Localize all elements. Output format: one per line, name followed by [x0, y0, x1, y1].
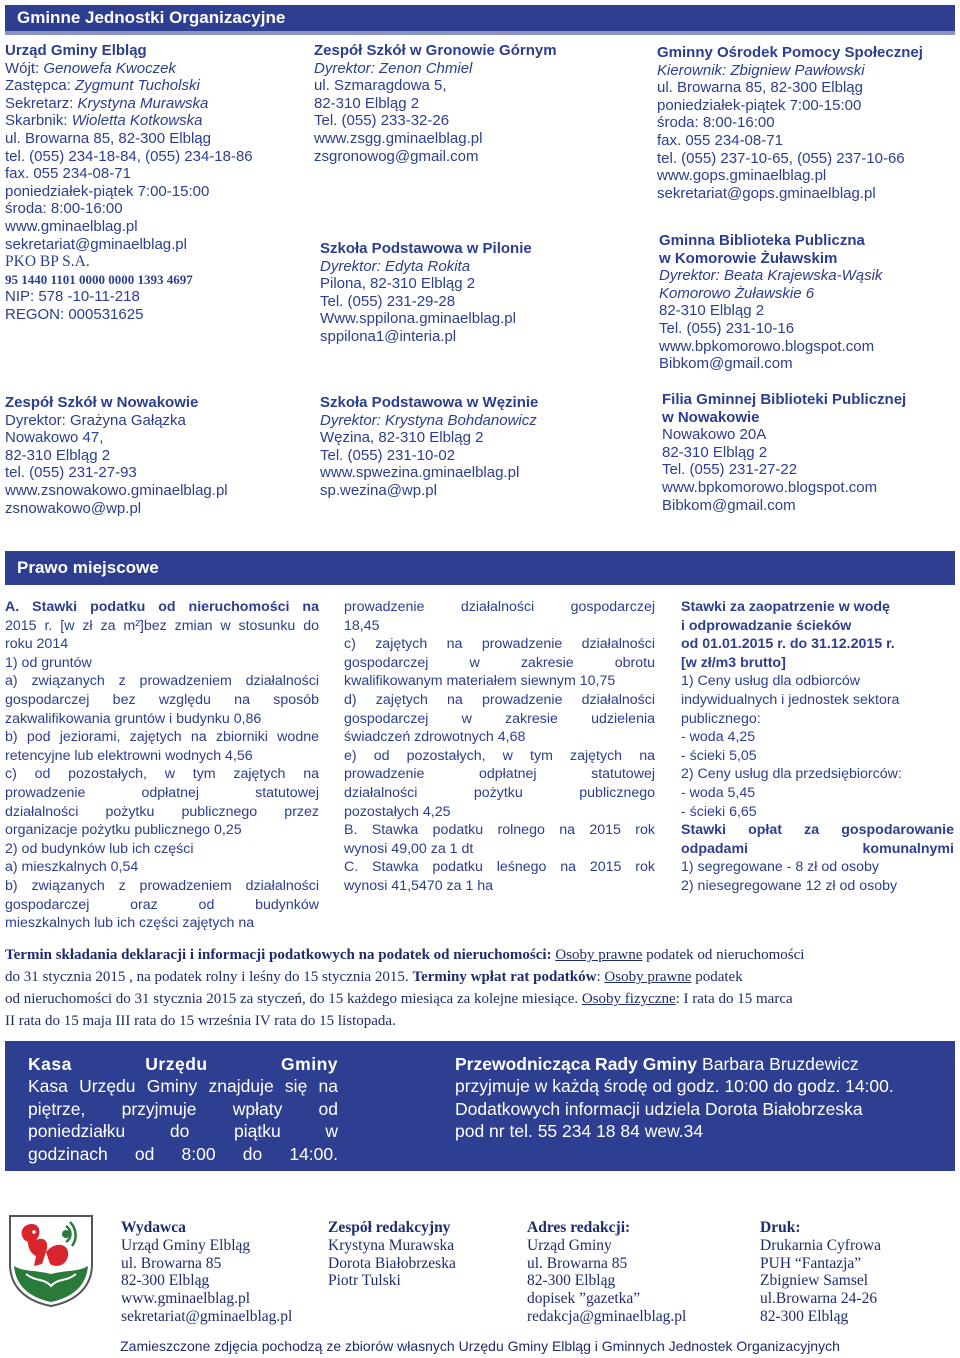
info-box: [5, 1041, 955, 1171]
rate-line: mieszkalnych lub ich części zajętych na: [5, 915, 255, 932]
footer-line: Zbigniew Samsel: [760, 1272, 869, 1290]
footer-druk: [760, 1219, 881, 1326]
urzad-tel: tel. (055) 234-18-84, (055) 234-18-86: [5, 147, 253, 165]
footer-line: 82-300 Elbląg: [760, 1307, 849, 1325]
urzad-email[interactable]: sekretariat@gminaelblag.pl: [5, 235, 187, 253]
rate-line: - woda 5,45: [681, 784, 756, 801]
rate-line: retencyjne lub elektrowni wodnych 4,56: [5, 747, 253, 764]
urzad-address: ul. Browarna 85, 82-300 Elbląg: [5, 129, 211, 147]
rate-line: e) od pozostałych, w tym zajętych na: [344, 747, 655, 764]
rate-line: 2) niesegregowane 12 zł od osoby: [681, 877, 898, 894]
footer-title: Wydawca: [121, 1219, 186, 1236]
footer-zespol: [328, 1219, 456, 1290]
rate-line: b) pod jeziorami, zajętych na zbiorniki wodne: [5, 729, 319, 746]
rate-line: c) od pozostałych, w tym zajętych na: [5, 766, 319, 783]
rate-line: - ścieki 5,05: [681, 747, 757, 764]
rate-line: publicznego:: [681, 710, 761, 727]
footer-wydawca: [121, 1219, 292, 1326]
rate-line: 1) segregowane - 8 zł od osoby: [681, 859, 879, 876]
rate-line: gospodarczej bez względu na sposób: [5, 691, 319, 708]
termin-paragraph: [5, 944, 955, 1032]
gops-email[interactable]: sekretariat@gops.gminaelblag.pl: [657, 184, 876, 202]
rada-line: pod nr tel. 55 234 18 84 wew.34: [455, 1121, 704, 1142]
nowakowo-tel: tel. (055) 231-27-93: [5, 464, 137, 482]
wezina-www[interactable]: www.spwezina.gminaelblag.pl: [320, 464, 520, 482]
kasa-info: [28, 1053, 338, 1165]
rada-title: Przewodnicząca Rady Gminy Barbara Bruzdewicz: [455, 1054, 859, 1074]
urzad-name: Urząd Gminy Elbląg: [5, 42, 147, 59]
nowakowo-block: [5, 394, 228, 517]
rate-line: Stawki opłat za gospodarowanie: [681, 822, 954, 839]
filia-name: Filia Gminnej Biblioteki Publicznej: [662, 391, 907, 408]
footer-line: Piotr Tulski: [328, 1272, 401, 1290]
footer-line: dopisek ”gazetka”: [527, 1290, 641, 1308]
termin-line: Termin składania deklaracji i informacji podatkowych na podatek od nieruchomości: Osoby prawne podatek od nieruchomości: [5, 947, 805, 963]
nowakowo-director: Dyrektor: Grażyna Gałązka: [5, 411, 186, 429]
footer-www[interactable]: www.gminaelblag.pl: [121, 1290, 250, 1308]
rate-line: roku 2014: [5, 636, 69, 653]
biblioteka-name-2: w Komorowie Żuławskim: [659, 249, 838, 267]
gops-www[interactable]: www.gops.gminaelblag.pl: [657, 167, 827, 185]
termin-line: II rata do 15 maja III rata do 15 września IV rata do 15 listopada.: [5, 1013, 396, 1029]
kasa-line: godzinach od 8:00 do 14:00.: [28, 1143, 338, 1164]
filia-city: 82-310 Elbląg 2: [662, 443, 768, 461]
section-banner-jednostki: [5, 5, 955, 35]
rate-line: gospodarczej w zakresie obrotu: [344, 654, 655, 671]
gops-tel: tel. (055) 237-10-65, (055) 237-10-66: [657, 149, 905, 167]
gronowo-name: Zespół Szkół w Gronowie Górnym: [314, 42, 557, 59]
gops-address: ul. Browarna 85, 82-300 Elbląg: [657, 79, 863, 97]
wezina-tel: Tel. (055) 231-10-02: [320, 446, 456, 464]
pilon-address: Pilona, 82-310 Elbląg 2: [320, 275, 476, 293]
nowakowo-www[interactable]: www.zsnowakowo.gminaelblag.pl: [5, 481, 228, 499]
kasa-title: Kasa Urzędu Gminy: [28, 1054, 338, 1074]
rate-line: gospodarczej w zakresie udzielenia: [344, 710, 655, 727]
rate-line: c) zajętych na prowadzenie działalności: [344, 636, 655, 653]
urzad-fax: fax. 055 234-08-71: [5, 165, 131, 183]
termin-line: od nieruchomości do 31 stycznia 2015 za styczeń, do 15 każdego miesiąca za kolejne miesiące. Osoby fizyczne: I rata do 15 marca: [5, 991, 793, 1007]
rate-line: 1) od gruntów: [5, 654, 92, 671]
rada-info: [455, 1053, 935, 1143]
rate-line: C. Stawka podatku leśnego na 2015 rok: [344, 859, 655, 876]
rate-line: B. Stawka podatku rolnego na 2015 rok: [344, 822, 655, 839]
gronowo-email[interactable]: zsgronowog@gmail.com: [314, 147, 479, 165]
pilon-www[interactable]: Www.sppilona.gminaelblag.pl: [320, 310, 516, 328]
rate-line: pozostałych 4,25: [344, 803, 451, 820]
urzad-person-line: Skarbnik: Wioletta Kotkowska: [5, 112, 203, 130]
urzad-person-line: Zastępca: Zygmunt Tucholski: [5, 77, 200, 95]
biblioteka-street: Komorowo Żuławskie 6: [659, 284, 815, 302]
rate-line: organizacje pożytku publicznego 0,25: [5, 822, 242, 839]
biblioteka-director: Dyrektor: Beata Krajewska-Wąsik: [659, 267, 883, 285]
rate-line: 2015 r. [w zł za m²]bez zmian w stosunku do: [5, 617, 319, 634]
kasa-line: piętrze, przyjmuje wpłaty od: [28, 1098, 338, 1119]
nowakowo-name: Zespół Szkół w Nowakowie: [5, 394, 199, 411]
termin-line: do 31 stycznia 2015 , na podatek rolny i leśny do 15 stycznia 2015. Terminy wpłat rat podatków: Osoby prawne podatek: [5, 969, 743, 985]
footer-line: ul.Browarna 24-26: [760, 1290, 878, 1308]
rate-line: kwalifikowanym materiałem siewnym 10,75: [344, 673, 616, 690]
footer-line: Urząd Gminy: [527, 1236, 612, 1254]
urzad-www[interactable]: www.gminaelblag.pl: [5, 217, 138, 235]
gronowo-tel: Tel. (055) 233-32-26: [314, 112, 450, 130]
biblioteka-www[interactable]: www.bpkomorowo.blogspot.com: [659, 337, 875, 355]
rate-line: zakwalifikowania gruntów i budynku 0,86: [5, 710, 262, 727]
rate-line: wynosi 49,00 za 1 dt: [344, 840, 474, 857]
filia-name-2: w Nowakowie: [662, 408, 760, 426]
rate-line: wynosi 41,5470 za 1 ha: [344, 877, 494, 894]
squirrel-crest-icon: [6, 1212, 96, 1308]
kasa-line: Kasa Urzędu Gminy znajduje się na: [28, 1076, 338, 1097]
kasa-line: poniedziałku do piątku w: [28, 1121, 338, 1142]
filia-email[interactable]: Bibkom@gmail.com: [662, 496, 796, 514]
biblioteka-email[interactable]: Bibkom@gmail.com: [659, 355, 793, 373]
footer-line: Dorota Białobrzeska: [328, 1254, 456, 1272]
gops-fax: fax. 055 234-08-71: [657, 131, 783, 149]
urzad-nip: NIP: 578 -10-11-218: [5, 288, 140, 306]
footer-email[interactable]: sekretariat@gminaelblag.pl: [121, 1307, 293, 1325]
pilon-tel: Tel. (055) 231-29-28: [320, 292, 456, 310]
gronowo-street: ul. Szmaragdowa 5,: [314, 77, 447, 95]
gops-director: Kierownik: Zbigniew Pawłowski: [657, 61, 865, 79]
rate-line: gospodarczej oraz od budynków: [5, 896, 319, 913]
rate-line: prowadzenie odpłatnej statutowej: [344, 766, 655, 783]
urzad-person-line: Wójt: Genowefa Kwoczek: [5, 59, 176, 77]
pilon-director: Dyrektor: Edyta Rokita: [320, 257, 471, 275]
gops-hours-wednesday: środa: 8:00-16:00: [657, 114, 775, 132]
gops-hours: poniedziałek-piątek 7:00-15:00: [657, 96, 862, 114]
section-banner-prawo: [5, 551, 955, 585]
rate-line: [w zł/m3 brutto]: [681, 654, 786, 671]
footer-line: 82-300 Elbląg: [121, 1272, 210, 1290]
rate-line: Stawki za zaopatrzenie w wodę: [681, 599, 890, 615]
footer-email[interactable]: redakcja@gminaelblag.pl: [527, 1307, 687, 1325]
footer-line: Urząd Gminy Elbląg: [121, 1236, 251, 1254]
wezina-director: Dyrektor: Krystyna Bohdanowicz: [320, 411, 537, 429]
wezina-name: Szkoła Podstawowa w Węzinie: [320, 394, 539, 411]
nowakowo-street: Nowakowo 47,: [5, 429, 104, 447]
biblioteka-tel: Tel. (055) 231-10-16: [659, 319, 795, 337]
rada-line: przyjmuje w każdą środę od godz. 10:00 do godz. 14:00.: [455, 1076, 894, 1097]
gops-block: [657, 44, 923, 202]
rate-line: od 01.01.2015 r. do 31.12.2015 r.: [681, 636, 895, 653]
wezina-email[interactable]: sp.wezina@wp.pl: [320, 481, 437, 499]
rada-line: Dodatkowych informacji udziela Dorota Białobrzeska: [455, 1098, 863, 1119]
wezina-block: [320, 394, 538, 500]
footer-line: ul. Browarna 85: [121, 1254, 222, 1272]
gronowo-block: [314, 42, 557, 165]
stawki-column-1: [5, 598, 319, 933]
footer-line: Krystyna Murawska: [328, 1236, 455, 1254]
urzad-account: 95 1440 1101 0000 0000 1393 4697: [5, 271, 193, 287]
wezina-address: Węzina, 82-310 Elbląg 2: [320, 429, 484, 447]
rate-line: - ścieki 6,65: [681, 803, 757, 820]
pilon-name: Szkoła Podstawowa w Pilonie: [320, 240, 532, 257]
pilon-email[interactable]: sppilona1@interia.pl: [320, 327, 457, 345]
rate-line: działalności pożytku publicznego przez: [5, 803, 319, 820]
urzad-hours: poniedziałek-piątek 7:00-15:00: [5, 182, 210, 200]
nowakowo-email[interactable]: zsnowakowo@wp.pl: [5, 499, 142, 517]
rate-line: a) mieszkalnych 0,54: [5, 859, 139, 876]
rate-line: świadczeń zdrowotnych 4,68: [344, 729, 526, 746]
stawki-column-3: [681, 598, 954, 896]
rate-line: d) zajętych na prowadzenie działalności: [344, 691, 655, 708]
rate-line: indywidualnych i jednostek sektora: [681, 691, 900, 708]
gronowo-city: 82-310 Elbląg 2: [314, 94, 420, 112]
filia-block: [662, 391, 906, 514]
footer-line: PUH “Fantazja”: [760, 1254, 862, 1272]
filia-tel: Tel. (055) 231-27-22: [662, 461, 798, 479]
footer-line: ul. Browarna 85: [527, 1254, 628, 1272]
filia-www[interactable]: www.bpkomorowo.blogspot.com: [662, 478, 878, 496]
pilon-block: [320, 240, 532, 346]
filia-street: Nowakowo 20A: [662, 426, 767, 444]
urzad-bank: PKO BP S.A.: [5, 253, 90, 271]
urzad-hours-wednesday: środa: 8:00-16:00: [5, 200, 123, 218]
gops-name: Gminny Ośrodek Pomocy Społecznej: [657, 44, 923, 61]
urzad-regon: REGON: 000531625: [5, 305, 144, 323]
banner-title: Prawo miejscowe: [17, 558, 159, 577]
rate-line: 2) od budynków lub ich części: [5, 840, 194, 857]
footer-title: Zespół redakcyjny: [328, 1219, 451, 1236]
rate-line: i odprowadzanie ścieków: [681, 617, 852, 634]
urzad-gminy-block: [5, 42, 253, 324]
biblioteka-block: [659, 232, 882, 373]
rate-line: odpadami komunalnymi: [681, 840, 954, 857]
photo-credit-note: Zamieszczone zdjęcia pochodzą ze zbiorów własnych Urzędu Gminy Elbląg i Gminnych Jednostek Organizacyjnych: [120, 1338, 840, 1354]
footer-title: Adres redakcji:: [527, 1219, 631, 1236]
gronowo-director: Dyrektor: Zenon Chmiel: [314, 59, 473, 77]
rate-line: prowadzenie odpłatnej statutowej: [5, 784, 319, 801]
gronowo-www[interactable]: www.zsgg.gminaelblag.pl: [314, 129, 483, 147]
banner-title: Gminne Jednostki Organizacyjne: [17, 8, 286, 27]
nowakowo-city: 82-310 Elbląg 2: [5, 446, 111, 464]
stawki-column-2: [344, 598, 655, 896]
rate-line: b) związanych z prowadzeniem działalności: [5, 877, 319, 894]
footer-adres: [527, 1219, 686, 1326]
biblioteka-name: Gminna Biblioteka Publiczna: [659, 232, 865, 249]
footer-line: Drukarnia Cyfrowa: [760, 1236, 881, 1254]
rate-line: 1) Ceny usług dla odbiorców: [681, 673, 861, 690]
rate-line: a) związanych z prowadzeniem działalności: [5, 673, 319, 690]
rate-line: działalności pożytku publicznego: [344, 784, 655, 801]
rate-line: 2) Ceny usług dla przedsiębiorców:: [681, 766, 902, 783]
rate-line: A. Stawki podatku od nieruchomości na: [5, 599, 319, 615]
biblioteka-city: 82-310 Elbląg 2: [659, 302, 765, 320]
urzad-person-line: Sekretarz: Krystyna Murawska: [5, 94, 209, 112]
rate-line: - woda 4,25: [681, 729, 756, 746]
footer-line: 82-300 Elbląg: [527, 1272, 616, 1290]
rate-line: prowadzenie działalności gospodarczej: [344, 599, 655, 615]
footer-title: Druk:: [760, 1219, 801, 1236]
rate-line: 18,45: [344, 617, 380, 634]
